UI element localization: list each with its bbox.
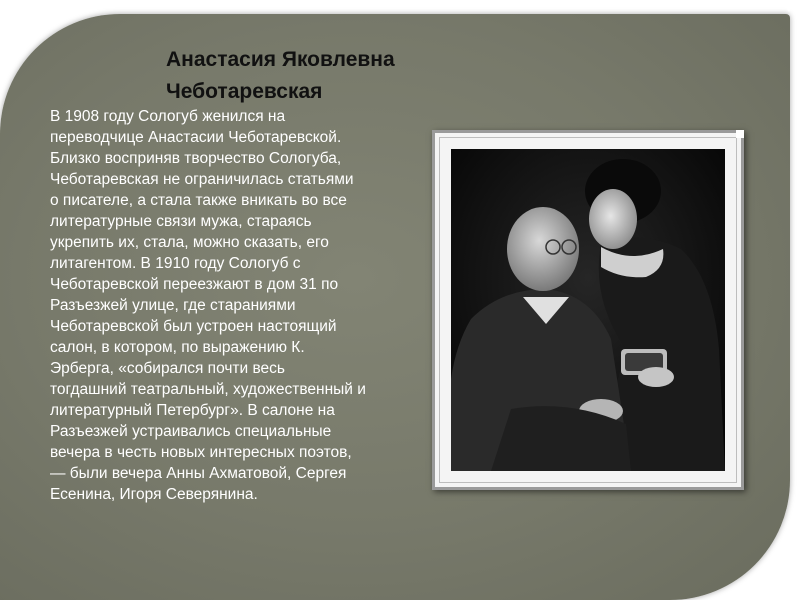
frame-corner-tick: [736, 130, 744, 138]
couple-portrait-icon: [451, 149, 725, 471]
slide-title: Анастасия Яковлевна Чеботаревская: [166, 48, 395, 103]
photo-frame: [432, 130, 744, 490]
corner-notch: [780, 0, 798, 12]
slide-body-text: В 1908 году Сологуб женился на переводчице Анастасии Чеботаревской. Близко восприняв творчество Сологуба, Чеботаревская не ограничилась статьями о писателе, а стала также вникать во все литературные связи мужа, стараясь укрепить их, стала, можно сказать, его литагентом. В 1910 году Сологуб с Чеботаревской переезжают в дом 31 по Разъезжей улице, где стараниями Чеботаревской был устроен настоящий салон, в котором, по выражению К. Эрберга, «собирался почти весь тогдашний театральный, художественный и литературный Петербург». В салоне на Разъезжей устраивались специальные вечера в честь новых интересных поэтов, — были вечера Анны Ахматовой, Сергея Есенина, Игоря Северянина.: [50, 108, 366, 503]
portrait-photo: [451, 149, 725, 471]
